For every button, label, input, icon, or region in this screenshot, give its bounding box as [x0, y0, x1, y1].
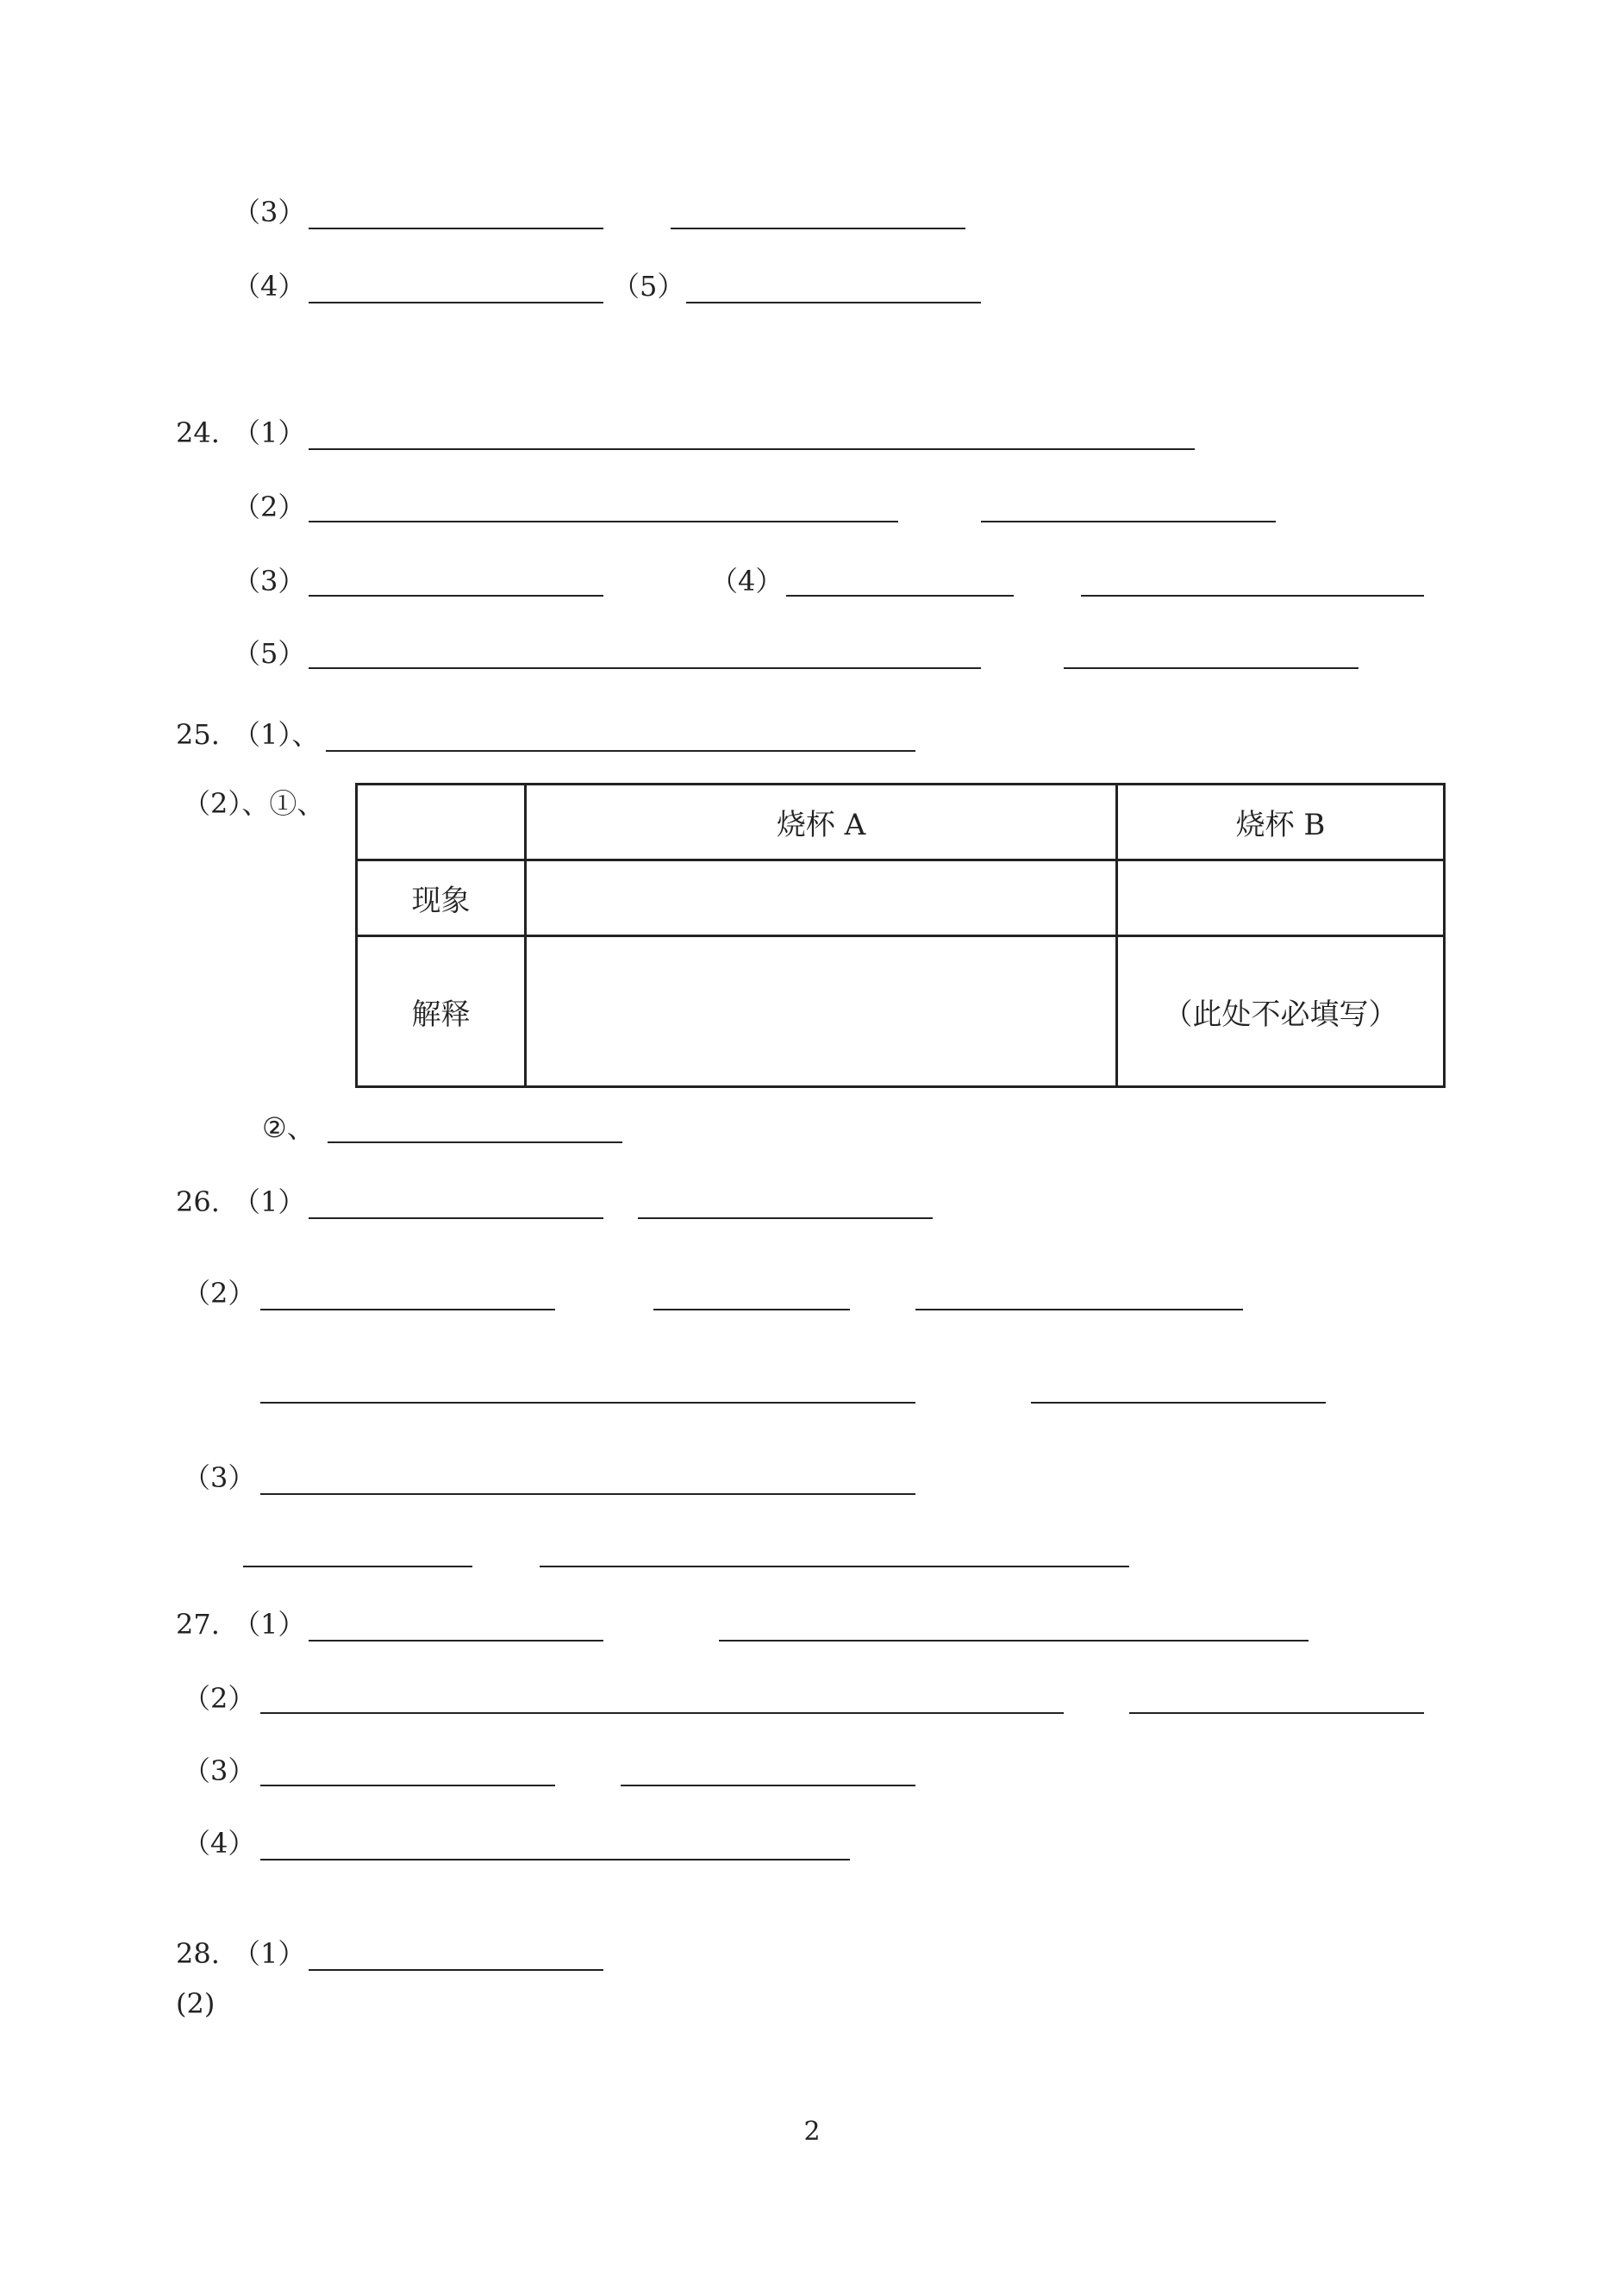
- q27-part1-label: （1）: [233, 1608, 306, 1641]
- answer-blank[interactable]: [260, 1859, 850, 1860]
- answer-blank[interactable]: [326, 750, 915, 752]
- q28-number: 28.: [176, 1937, 220, 1970]
- table-header-beaker-b: 烧杯 B: [1117, 785, 1445, 860]
- answer-blank[interactable]: [309, 228, 603, 229]
- answer-blank[interactable]: [1129, 1712, 1424, 1714]
- q24-part1-label: （1）: [233, 416, 306, 449]
- phenomenon-b-cell[interactable]: [1117, 860, 1445, 936]
- answer-blank[interactable]: [309, 302, 603, 303]
- answer-blank[interactable]: [260, 1712, 1064, 1714]
- answer-blank[interactable]: [309, 1640, 603, 1642]
- q25-part2b-label: ②、: [262, 1111, 315, 1144]
- q23-part5-label: （5）: [612, 270, 685, 303]
- table-row: [357, 936, 1445, 1087]
- answer-blank[interactable]: [243, 1566, 472, 1567]
- row-label-phenomenon: 现象: [357, 860, 526, 936]
- answer-blank[interactable]: [653, 1309, 850, 1310]
- answer-blank[interactable]: [309, 595, 603, 597]
- q24-part4-label: （4）: [710, 565, 784, 597]
- table-row: [357, 860, 1445, 936]
- answer-blank[interactable]: [621, 1785, 915, 1786]
- q24-part3-label: （3）: [233, 565, 306, 597]
- answer-blank[interactable]: [671, 228, 965, 229]
- answer-blank[interactable]: [260, 1309, 555, 1310]
- table-header-row: [357, 785, 1445, 860]
- answer-blank[interactable]: [309, 448, 1195, 450]
- answer-blank[interactable]: [309, 521, 898, 522]
- answer-blank[interactable]: [328, 1141, 622, 1143]
- q28-part2-label: (2): [176, 1987, 215, 2020]
- answer-blank[interactable]: [1064, 667, 1359, 669]
- observation-table: [355, 783, 1446, 1088]
- explanation-b-cell: （此处不必填写）: [1117, 936, 1445, 1087]
- q26-part1-label: （1）: [233, 1185, 306, 1218]
- answer-blank[interactable]: [260, 1402, 915, 1404]
- table-header-beaker-a: 烧杯 A: [526, 785, 1117, 860]
- answer-blank[interactable]: [309, 1969, 603, 1971]
- q24-number: 24.: [176, 416, 220, 449]
- answer-blank[interactable]: [260, 1493, 915, 1495]
- q25-number: 25.: [176, 718, 220, 751]
- q27-part2-label: （2）: [183, 1682, 256, 1715]
- q24-part5-label: （5）: [233, 637, 306, 670]
- q27-part4-label: （4）: [183, 1827, 256, 1860]
- q26-part2-label: （2）: [183, 1277, 256, 1310]
- q25-part1-label: （1）、: [233, 718, 320, 751]
- q26-number: 26.: [176, 1185, 220, 1218]
- answer-blank[interactable]: [1031, 1402, 1326, 1404]
- q28-part1-label: （1）: [233, 1937, 306, 1970]
- answer-blank[interactable]: [915, 1309, 1243, 1310]
- answer-blank[interactable]: [686, 302, 981, 303]
- answer-blank[interactable]: [981, 521, 1276, 522]
- answer-blank[interactable]: [309, 667, 981, 669]
- answer-blank[interactable]: [786, 595, 1014, 597]
- table-header-blank: [357, 785, 526, 860]
- q25-part2-label: （2）、①、: [183, 787, 325, 820]
- q23-part3-label: （3）: [233, 196, 306, 228]
- q26-part3-label: （3）: [183, 1461, 256, 1494]
- answer-blank[interactable]: [638, 1217, 933, 1219]
- answer-blank[interactable]: [540, 1566, 1129, 1567]
- answer-blank[interactable]: [260, 1785, 555, 1786]
- explanation-a-cell[interactable]: [526, 936, 1117, 1087]
- q23-part4-label: （4）: [233, 270, 306, 303]
- row-label-explanation: 解释: [357, 936, 526, 1087]
- page-number: 2: [803, 2117, 821, 2147]
- answer-blank[interactable]: [719, 1640, 1309, 1642]
- answer-blank[interactable]: [309, 1217, 603, 1219]
- phenomenon-a-cell[interactable]: [526, 860, 1117, 936]
- q24-part2-label: （2）: [233, 491, 306, 523]
- answer-blank[interactable]: [1081, 595, 1424, 597]
- q27-part3-label: （3）: [183, 1754, 256, 1787]
- q27-number: 27.: [176, 1608, 220, 1641]
